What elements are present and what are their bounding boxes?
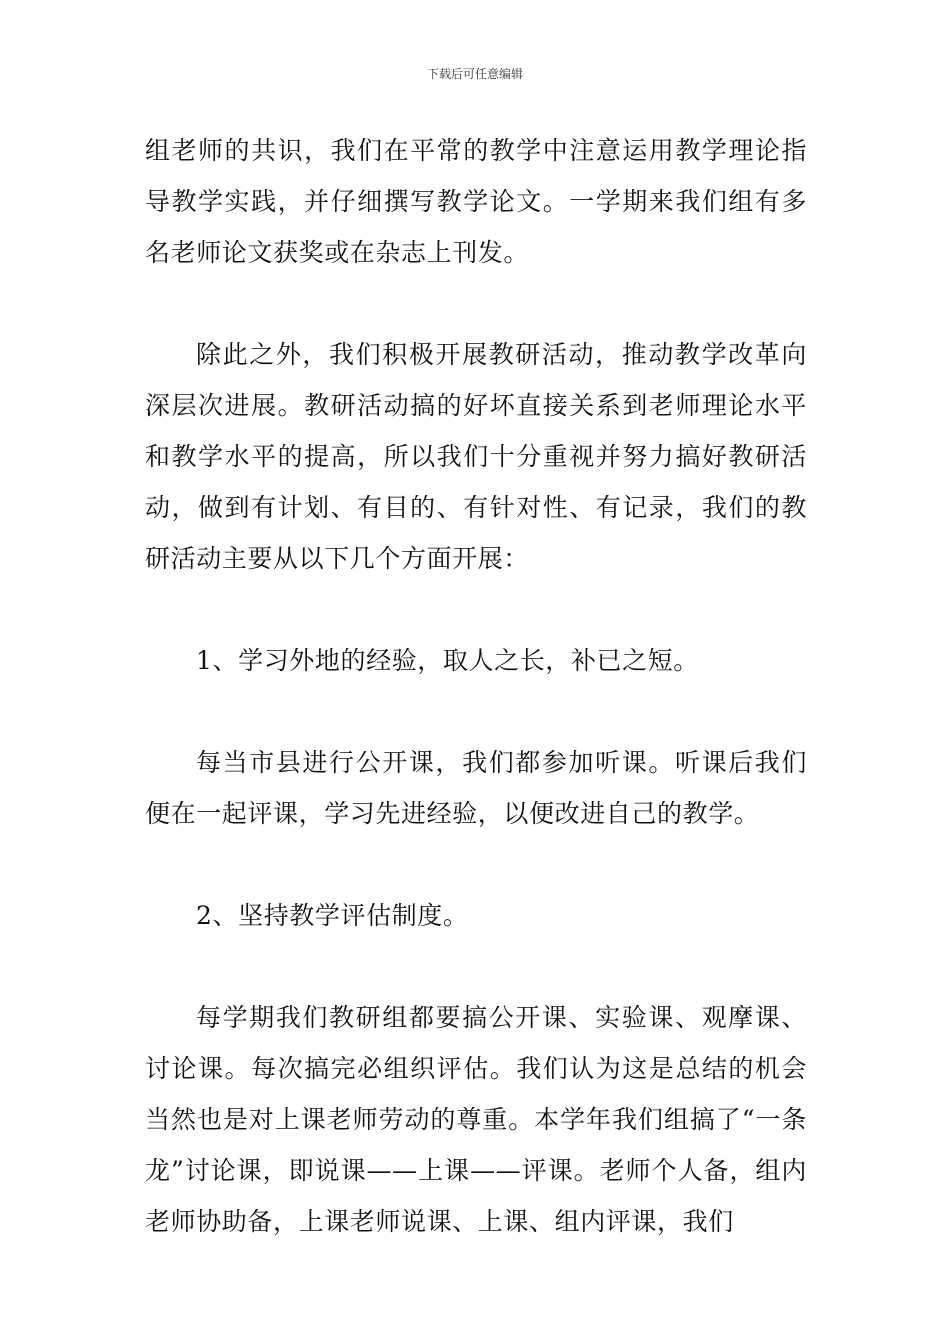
page-header: 下载后可任意编辑 xyxy=(426,67,523,81)
paragraph-spacer xyxy=(145,839,807,890)
paragraph-3: 1、学习外地的经验，取人之长，补已之短。 xyxy=(196,646,699,675)
paragraph-6: 每学期我们教研组都要搞公开课、实验课、观摩课、讨论课。每次搞完必组织评估。我们认为这是总结的机会当然也是对上课老师劳动的尊重。本学年我们组搞了“一条龙”讨论课，即说课——上课——评课。老师个人备，组内老师协助备，上课老师说课、上课、组内评课，我们 xyxy=(145,1003,807,1236)
paragraph-spacer xyxy=(145,686,807,737)
paragraph-spacer xyxy=(145,584,807,635)
paragraph-spacer xyxy=(145,278,807,329)
paragraph-1: 组老师的共识，我们在平常的教学中注意运用教学理论指导教学实践，并仔细撰写教学论文。一学期来我们组有多名老师论文获奖或在杂志上刊发。 xyxy=(145,136,807,267)
paragraph-4: 每当市县进行公开课，我们都参加听课。听课后我们便在一起评课，学习先进经验，以便改进自己的教学。 xyxy=(145,748,807,828)
paragraph-5: 2、坚持教学评估制度。 xyxy=(196,901,469,930)
paragraph-2: 除此之外，我们积极开展教研活动，推动教学改革向深层次进展。教研活动搞的好坏直接关系到老师理论水平和教学水平的提高，所以我们十分重视并努力搞好教研活动，做到有计划、有目的、有针对性、有记录，我们的教研活动主要从以下几个方面开展： xyxy=(145,340,807,573)
document-body xyxy=(145,125,807,1247)
paragraph-spacer xyxy=(145,941,807,992)
